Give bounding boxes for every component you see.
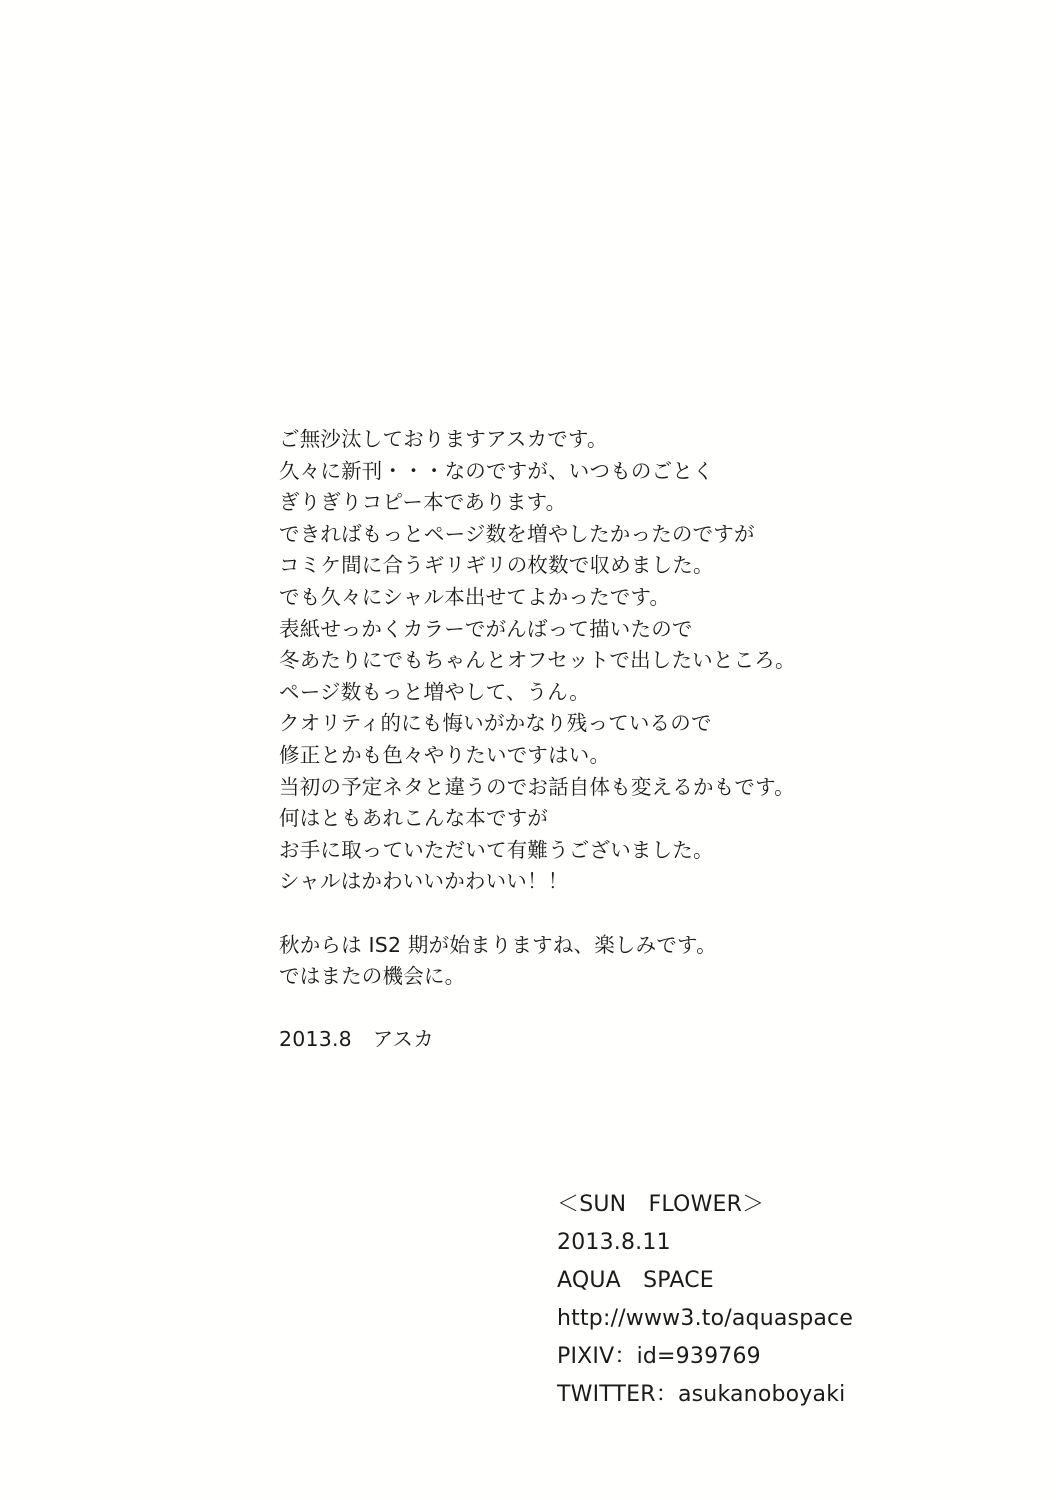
colophon-date: 2013.8.11	[557, 1230, 671, 1255]
afterword-line: でも久々にシャル本出せてよかったです。	[279, 584, 671, 609]
afterword-line: 当初の予定ネタと違うのでお話自体も変えるかもです。	[279, 774, 795, 799]
afterword-line: シャルはかわいいかわいい！！	[279, 869, 569, 894]
afterword-line: ぎりぎりコピー本であります。	[279, 490, 567, 515]
afterword-line: 久々に新刊・・・なのですが、いつものごとく	[279, 458, 714, 483]
colophon-circle-name: AQUA SPACE	[557, 1268, 714, 1293]
afterword-line: ご無沙汰しておりますアスカです。	[279, 427, 608, 451]
colophon-block	[557, 1186, 977, 1414]
afterword-line: 何はともあれこんな本ですが	[279, 806, 549, 831]
afterword-blank-line	[279, 993, 919, 1025]
afterword-line: ページ数もっと増やして、うん。	[279, 679, 590, 704]
colophon-website: http://www3.to/aquaspace	[557, 1306, 854, 1331]
afterword-line: クオリティ的にも悔いがかなり残っているので	[279, 711, 712, 736]
afterword-text-block	[279, 424, 919, 1056]
afterword-line: コミケ間に合うギリギリの枚数で収めました。	[279, 553, 714, 578]
afterword-line: ではまたの機会に。	[279, 964, 466, 989]
afterword-blank-line	[279, 898, 919, 930]
afterword-line: できればもっとページ数を増やしたかったのですが	[279, 521, 755, 546]
colophon-twitter: TWITTER：asukanoboyaki	[557, 1382, 846, 1407]
afterword-signature: 2013.8 アスカ	[279, 1027, 434, 1052]
afterword-line: お手に取っていただいて有難うございました。	[279, 837, 714, 862]
colophon-pixiv: PIXIV：id=939769	[557, 1344, 761, 1369]
colophon-title: ＜SUN FLOWER＞	[557, 1192, 765, 1217]
afterword-line: 冬あたりにでもちゃんとオフセットで出したいところ。	[279, 648, 796, 673]
afterword-line: 修正とかも色々やりたいですはい。	[279, 742, 611, 767]
afterword-line: 秋からは IS2 期が始まりますね、楽しみです。	[279, 932, 717, 957]
afterword-line: 表紙せっかくカラーでがんばって描いたので	[279, 616, 693, 641]
